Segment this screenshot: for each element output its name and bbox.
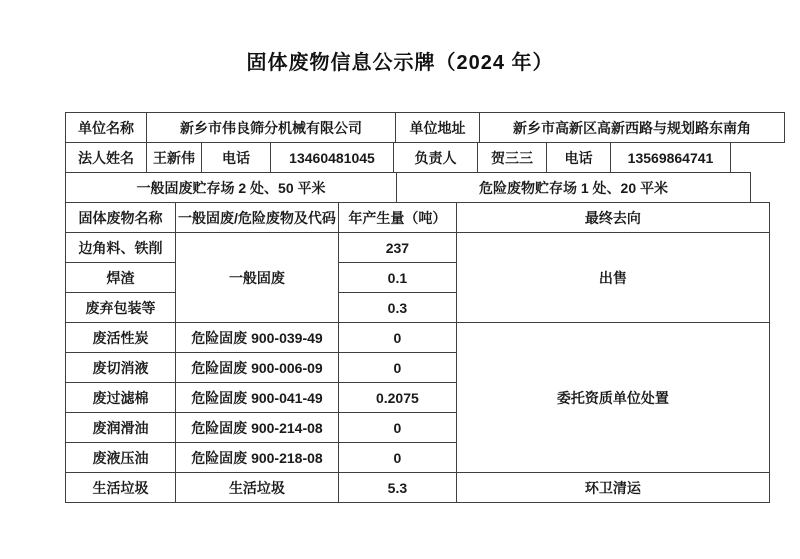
- row-storage-info: [65, 172, 784, 203]
- unit-address-label: 单位地址: [395, 112, 480, 143]
- waste-code: 危险固废 900-218-08: [176, 443, 339, 473]
- hazard-destination-cell: 委托资质单位处置: [456, 323, 769, 473]
- row-unit-info: [65, 112, 784, 143]
- unit-name-label: 单位名称: [65, 112, 147, 143]
- waste-name: 生活垃圾: [66, 473, 176, 503]
- page-title: 固体废物信息公示牌（2024 年）: [246, 52, 554, 74]
- waste-name: 焊渣: [66, 263, 176, 293]
- header-waste-destination: 最终去向: [456, 203, 769, 233]
- legal-person-label: 法人姓名: [65, 142, 147, 173]
- hazard-storage-cell: 危险废物贮存场 1 处、20 平米: [396, 172, 751, 203]
- notice-table: [65, 112, 784, 503]
- waste-amount: 0.2075: [338, 383, 456, 413]
- waste-table: [65, 202, 770, 503]
- header-waste-amount: 年产生量（吨）: [338, 203, 456, 233]
- general-type-cell: 一般固废: [176, 233, 339, 323]
- waste-name: 废切消液: [66, 353, 176, 383]
- waste-code: 生活垃圾: [176, 473, 339, 503]
- waste-row-hazard-1: [66, 323, 770, 353]
- row-contact-info: [65, 142, 784, 173]
- waste-row-general-1: [66, 233, 770, 263]
- waste-amount: 0: [338, 323, 456, 353]
- header-waste-code: 一般固废/危险废物及代码: [176, 203, 339, 233]
- phone2-value: 13569864741: [610, 142, 731, 173]
- waste-header-row: [66, 203, 770, 233]
- domestic-destination-cell: 环卫清运: [456, 473, 769, 503]
- waste-amount: 237: [338, 233, 456, 263]
- waste-name: 废液压油: [66, 443, 176, 473]
- waste-amount: 0.1: [338, 263, 456, 293]
- waste-name: 废弃包装等: [66, 293, 176, 323]
- waste-code: 危险固废 900-006-09: [176, 353, 339, 383]
- unit-address-value: 新乡市高新区高新西路与规划路东南角: [479, 112, 785, 143]
- manager-value: 贺三三: [477, 142, 547, 173]
- waste-amount: 0.3: [338, 293, 456, 323]
- phone2-label: 电话: [546, 142, 611, 173]
- waste-name: 边角料、铁削: [66, 233, 176, 263]
- waste-amount: 0: [338, 413, 456, 443]
- waste-name: 废润滑油: [66, 413, 176, 443]
- waste-amount: 0: [338, 443, 456, 473]
- legal-person-value: 王新伟: [146, 142, 202, 173]
- waste-code: 危险固废 900-041-49: [176, 383, 339, 413]
- phone1-value: 13460481045: [270, 142, 394, 173]
- header-waste-name: 固体废物名称: [66, 203, 176, 233]
- waste-name: 废过滤棉: [66, 383, 176, 413]
- phone1-label: 电话: [201, 142, 271, 173]
- waste-amount: 5.3: [338, 473, 456, 503]
- waste-name: 废活性炭: [66, 323, 176, 353]
- unit-name-value: 新乡市伟良筛分机械有限公司: [146, 112, 396, 143]
- waste-code: 危险固废 900-039-49: [176, 323, 339, 353]
- manager-label: 负责人: [393, 142, 478, 173]
- general-storage-cell: 一般固废贮存场 2 处、50 平米: [65, 172, 397, 203]
- general-destination-cell: 出售: [456, 233, 769, 323]
- waste-code: 危险固废 900-214-08: [176, 413, 339, 443]
- waste-row-domestic: [66, 473, 770, 503]
- waste-amount: 0: [338, 353, 456, 383]
